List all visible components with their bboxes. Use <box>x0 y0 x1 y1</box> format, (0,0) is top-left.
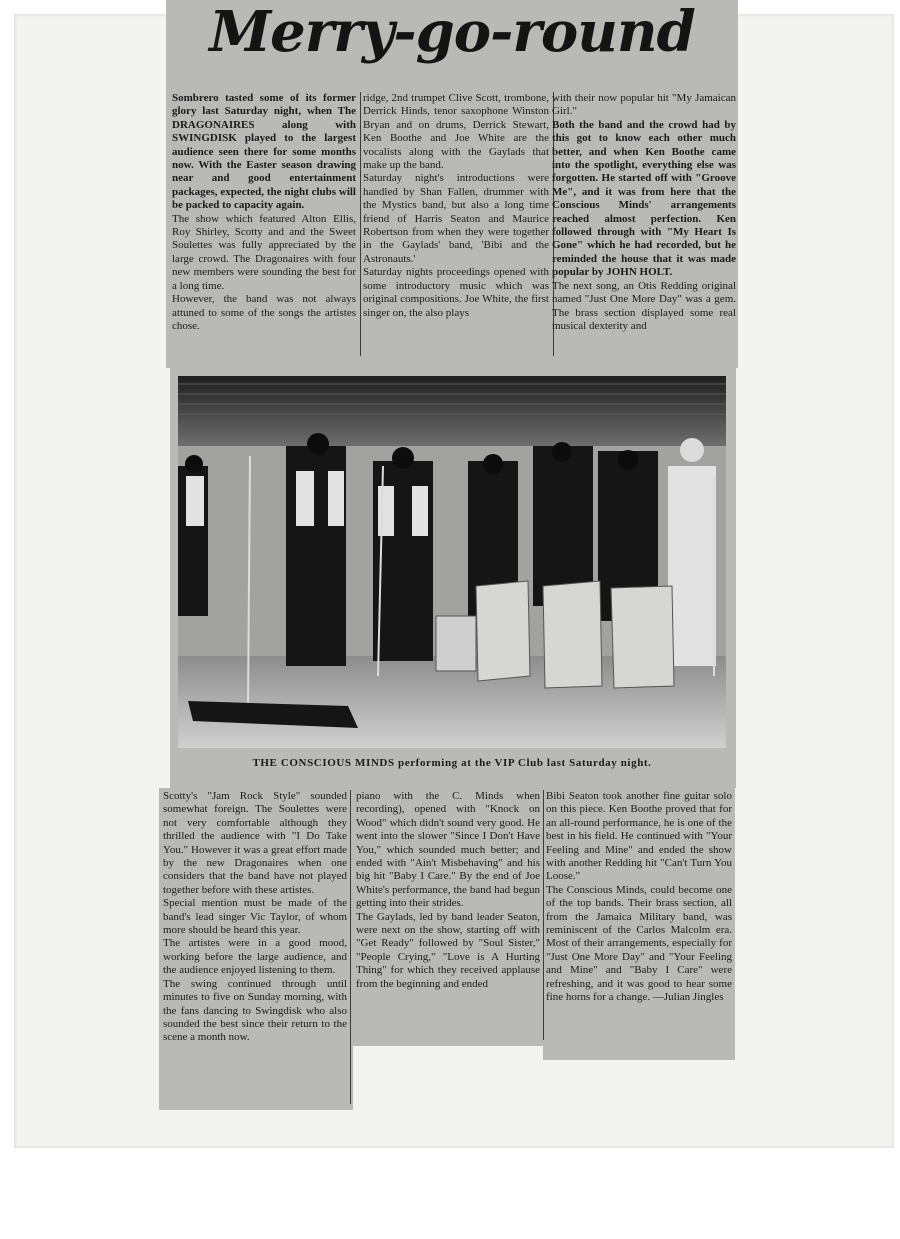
bottom-col3-para-1: Bibi Seaton took another fine guitar solo on this piece. Ken Boothe proved that for an all-round performance, he is one of the best in his field. He continued with "Your Feeling and Mine" and ended the show with another Redding hit "Can't Turn You Loose." <box>546 790 732 883</box>
bottom-col1-para-4: The swing continued through until minutes to five on Sunday morning, with the fans dancing to Swingdisk who also sounded the best since their return to the scene a month now. <box>163 977 347 1044</box>
bottom-column-2 <box>356 790 540 1044</box>
top-column-1 <box>172 92 356 358</box>
top-col1-para-2: The show which featured Alton Ellis, Roy Shirley, Scotty and and the Sweet Soulettes was fully appreciated by the large crowd. The Dragonaires with four new members were sounding the best for a long time. <box>172 212 356 292</box>
photo-caption: THE CONSCIOUS MINDS performing at the VIP Club last Saturday night. <box>252 757 652 769</box>
top-col3-para-1: with their now popular hit "My Jamaican Girl." <box>552 92 736 118</box>
top-col1-para-1: Sombrero tasted some of its former glory last Saturday night, when The DRAGONAIRES along with SWINGDISK played to the largest audience seen there for some months now. With the Easter season drawing near and good entertainment packages, expected, the night clubs will be packed to capacity again. <box>172 92 356 212</box>
top-col3-para-2: Both the band and the crowd had by this got to know each other much better, and when Ken Boothe came into the spotlight, everything else was forgotten. He started off with "Groove Me", and it was from here that the Conscious Minds' arrangements reached almost perfection. Ken followed through with "My Heart Is Gone" which he had recorded, but he reminded the house that it was made popular by JOHN HOLT. <box>552 118 736 279</box>
column-rule <box>360 92 361 356</box>
bottom-col1-para-1: Scotty's "Jam Rock Style" sounded somewhat foreign. The Soulettes were not very comfortable although they thrilled the audience with "I Do Take You." However it was a great effort made by the new Dragonaires when one considers that the band have not played together before with these artistes. <box>163 790 347 896</box>
top-col1-para-3: However, the band was not always attuned to some of the songs the artistes chose. <box>172 293 356 332</box>
column-rule <box>543 790 544 1040</box>
headline: Merry-go-round <box>209 0 695 65</box>
bottom-col1-para-3: The artistes were in a good mood, working before the large audience, and the audience enjoyed listening to them. <box>163 937 347 977</box>
column-rule <box>350 790 351 1104</box>
bottom-col2-para-2: The Gaylads, led by band leader Seaton, were next on the show, starting off with "Get Ready" followed by "Soul Sister," "People Crying," "Love is A Hurting Thing" for which they received applause from the beginning and ended <box>356 910 540 990</box>
band-photo <box>178 376 726 748</box>
top-col2-para-1: ridge, 2nd trumpet Clive Scott, trombone, Derrick Hinds, tenor saxophone Winston Bryan and on drums, Derrick Stewart, Ken Boothe and Joe White are the vocalists along with the Gaylads that make up the band. <box>363 92 549 172</box>
top-col3-para-3: The next song, an Otis Redding original named "Just One More Day" was a gem. The brass section displayed some real musical dexterity and <box>552 279 736 332</box>
top-column-2 <box>363 92 549 358</box>
top-col2-para-3: Saturday nights proceedings opened with some introductory music which was original compositions. Joe White, the first singer on, the also plays <box>363 266 549 319</box>
bottom-col1-para-2: Special mention must be made of the band's lead singer Vic Taylor, of whom more should be heard this year. <box>163 897 347 937</box>
top-column-3 <box>552 92 736 358</box>
bottom-column-3 <box>546 790 732 1058</box>
bottom-col2-para-1: piano with the C. Minds when recording), opened with "Knock on Wood" which didn't sound very good. He went into the slower "Since I Don't Have You," which sounded much better; and ended with "Ain't Misbehaving" and his big hit "Baby I Care." By the end of Joe White's performance, the band had begun getting into their strides. <box>356 790 540 910</box>
bottom-col3-para-2: The Conscious Minds, could become one of the top bands. Their brass section, all from the Jamaica Military band, was reminiscent of the Carlos Malcolm era. Most of their arrangements, especially for "Just One More Day" and "Your Feeling and Mine" and "Baby I Care" were refreshing, and it was good to hear some fine horns for a change. —Julian Jingles <box>546 883 732 1004</box>
band-photo-illustration <box>178 376 726 748</box>
top-col2-para-2: Saturday night's introductions were handled by Shan Fallen, drummer with the Mystics band, but also a long time friend of Harris Seaton and Maurice Robertson from when they were together in the Gaylads' band, 'Bibi and the Astronauts.' <box>363 172 549 265</box>
bottom-column-1 <box>163 790 347 1108</box>
